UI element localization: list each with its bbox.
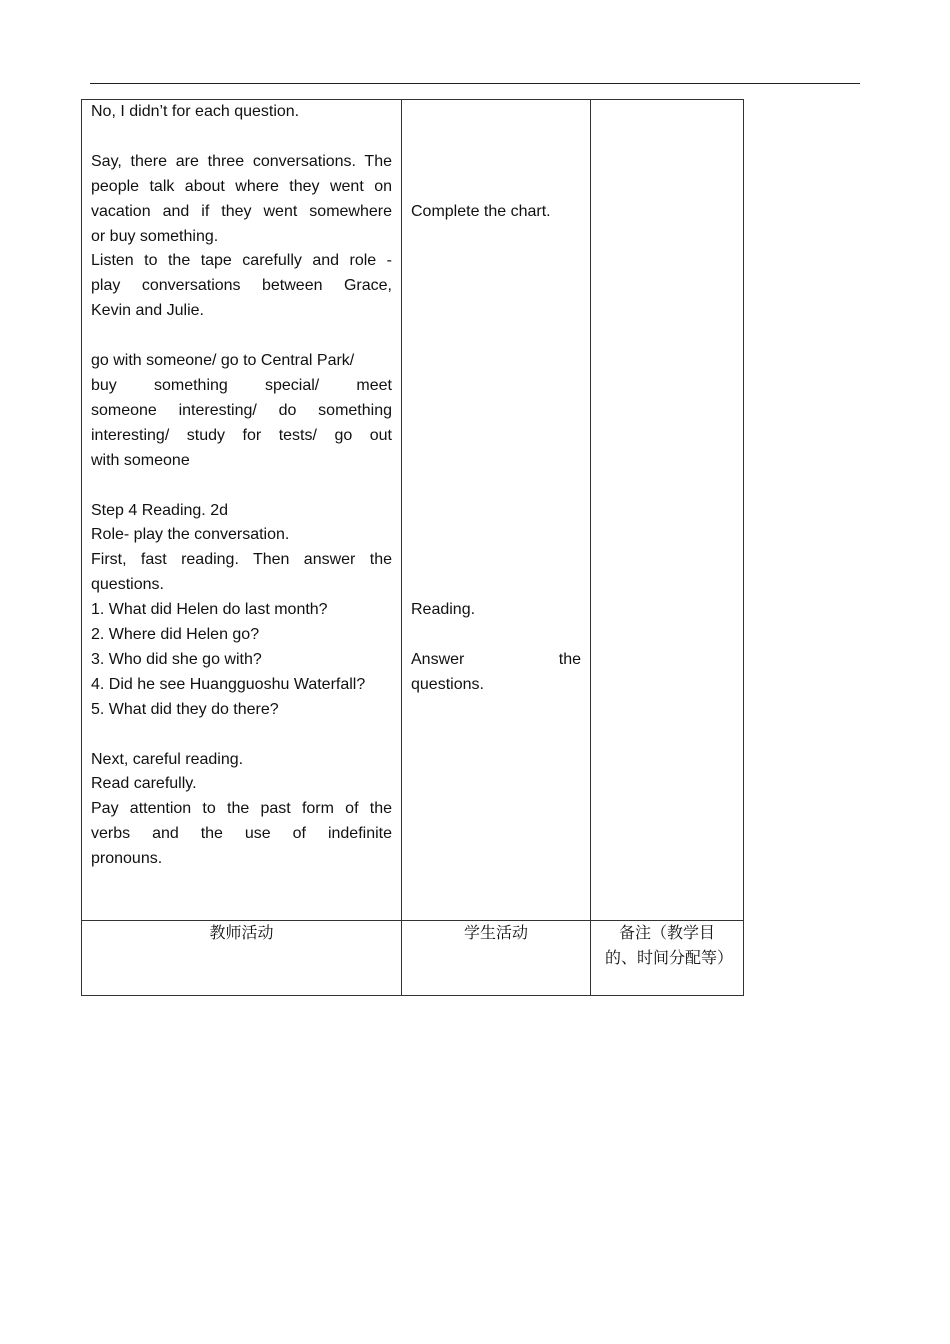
text-line: interesting/ study for tests/ go out: [91, 426, 392, 444]
blank-line: [411, 150, 581, 175]
text-line: No, I didn’t for each question.: [91, 103, 300, 120]
teacher-activity-header: 教师活动: [82, 921, 402, 996]
blank-line: [411, 374, 581, 399]
blank-line: [91, 474, 392, 499]
text-line: Step 4 Reading. 2d: [91, 501, 228, 519]
text-line: First, fast reading. Then answer the: [91, 551, 392, 569]
blank-line: [411, 225, 581, 250]
text-line: pronouns.: [91, 850, 163, 868]
remarks-cell: [591, 100, 744, 921]
text-line: Pay attention to the past form of the: [91, 800, 392, 818]
text-line: or buy something.: [91, 227, 219, 245]
student-activity-cell: [402, 100, 591, 921]
header-rule: [90, 83, 860, 84]
student-activity-text: [411, 100, 581, 698]
text-line: buy something special/ meet: [91, 376, 392, 394]
teacher-activity-cell: [82, 100, 402, 921]
content-row: [82, 100, 744, 921]
text-line: play conversations between Grace,: [91, 277, 392, 295]
lesson-plan-table: [81, 99, 744, 996]
blank-line: [411, 349, 581, 374]
remarks-header: 备注（教学目的、时间分配等）: [591, 921, 744, 996]
text-line: vacation and if they went somewhere: [91, 202, 392, 220]
blank-line: [91, 723, 392, 748]
blank-line: [411, 424, 581, 449]
text-line: Listen to the tape carefully and role -: [91, 252, 392, 270]
blank-line: [411, 573, 581, 598]
text-line: Kevin and Julie.: [91, 302, 204, 320]
text-line: 4. Did he see Huangguoshu Waterfall?: [91, 675, 366, 693]
blank-line: [411, 175, 581, 200]
teacher-activity-text: [91, 100, 392, 872]
text-line: Role- play the conversation.: [91, 526, 290, 544]
blank-line: [411, 449, 581, 474]
text-line: 2. Where did Helen go?: [91, 626, 260, 644]
text-line: 5. What did they do there?: [91, 700, 279, 718]
text-line: Read carefully.: [91, 775, 197, 793]
text-line: Complete the chart.: [411, 202, 551, 220]
blank-line: [411, 100, 581, 125]
text-line: someone interesting/ do something: [91, 401, 392, 419]
blank-line: [411, 324, 581, 349]
text-line: Reading.: [411, 601, 476, 619]
blank-line: [411, 523, 581, 548]
blank-line: [411, 274, 581, 299]
text-line: go with someone/ go to Central Park/: [91, 352, 355, 370]
blank-line: [411, 299, 581, 324]
blank-line: [411, 474, 581, 499]
blank-line: [91, 324, 392, 349]
blank-line: [411, 548, 581, 573]
blank-line: [411, 249, 581, 274]
text-line: Say, there are three conversations. The: [91, 152, 392, 170]
text-line: questions.: [91, 576, 164, 594]
text-line: people talk about where they went on: [91, 177, 392, 195]
text-line: questions.: [411, 675, 484, 693]
text-line: 3. Who did she go with?: [91, 650, 262, 668]
text-line: Next, careful reading.: [91, 750, 244, 768]
blank-line: [411, 499, 581, 524]
text-line: verbs and the use of indefinite: [91, 825, 392, 843]
text-line: 1. What did Helen do last month?: [91, 601, 328, 619]
blank-line: [411, 125, 581, 150]
footer-row: [82, 921, 744, 996]
student-activity-header: 学生活动: [402, 921, 591, 996]
text-line: with someone: [91, 451, 190, 469]
blank-line: [411, 623, 581, 648]
text-line: Answer the: [411, 650, 581, 668]
blank-line: [411, 399, 581, 424]
blank-line: [91, 125, 392, 150]
